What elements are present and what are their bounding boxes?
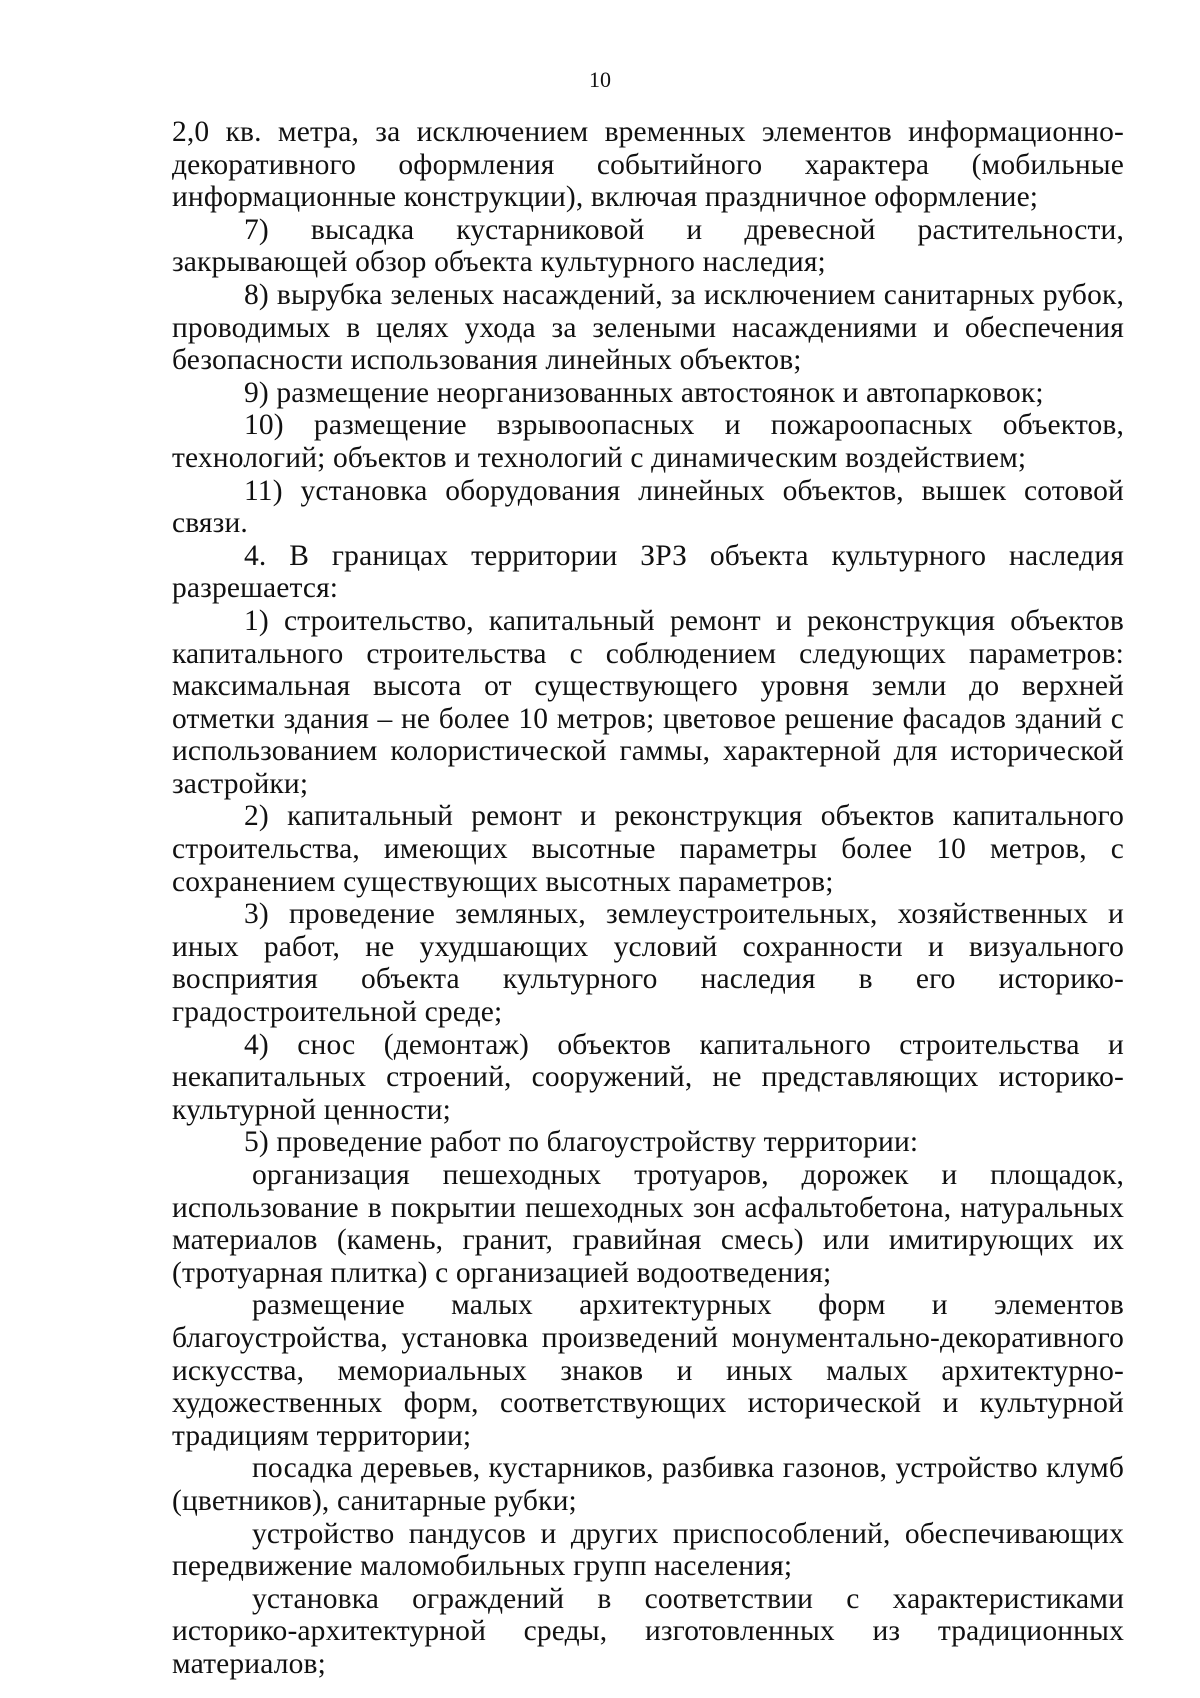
paragraph-landscaping-paths: организация пешеходных тротуаров, дорожек и площадок, использование в покрытии пешеходных зон асфальтобетона, натуральных материалов (камень, гранит, гравийная смесь) или имитирующих их (тротуарная плитка) с организацией водоотведения; (172, 1159, 1124, 1289)
page-number: 10 (589, 67, 611, 92)
paragraph-section-4: 4. В границах территории ЗРЗ объекта культурного наследия разрешается: (172, 539, 1124, 605)
paragraph-continuation: 2,0 кв. метра, за исключением временных элементов информационно-декоративного оформления событийного характера (мобильные информационные конструкции), включая праздничное оформление; (172, 116, 1124, 214)
paragraph-item-8: 8) вырубка зеленых насаждений, за исключением санитарных рубок, проводимых в целях ухода за зелеными насаждениями и обеспечения безопасности использования линейных объектов; (172, 278, 1124, 377)
paragraph-landscaping-fences: установка ограждений в соответствии с характеристиками историко-архитектурной среды, изготовленных из традиционных материалов; (172, 1582, 1124, 1680)
paragraph-allowed-4: 4) снос (демонтаж) объектов капитального строительства и некапитальных строений, сооружений, не представляющих историко-культурной ценности; (172, 1028, 1124, 1126)
paragraph-landscaping-planting: посадка деревьев, кустарников, разбивка газонов, устройство клумб (цветников), санитарные рубки; (172, 1452, 1124, 1517)
paragraph-allowed-2: 2) капитальный ремонт и реконструкция объектов капитального строительства, имеющих высотные параметры более 10 метров, с сохранением существующих высотных параметров; (172, 800, 1124, 898)
paragraph-item-9: 9) размещение неорганизованных автостоянок и автопарковок; (244, 376, 1044, 409)
paragraph-item-11: 11) установка оборудования линейных объектов, вышек сотовой связи. (172, 474, 1124, 540)
paragraph-landscaping-forms: размещение малых архитектурных форм и элементов благоустройства, установка произведений монументально-декоративного искусства, мемориальных знаков и иных малых архитектурно-художественных форм, соответствующих исторической и культурной традициям территории; (172, 1289, 1124, 1452)
paragraph-item-7: 7) высадка кустарниковой и древесной растительности, закрывающей обзор объекта культурного наследия; (172, 213, 1124, 279)
paragraph-allowed-3: 3) проведение земляных, землеустроительных, хозяйственных и иных работ, не ухудшающих условий сохранности и визуального восприятия объекта культурного наследия в его историко-градостроительной среде; (172, 898, 1124, 1029)
document-body (172, 116, 1124, 1681)
paragraph-allowed-1: 1) строительство, капитальный ремонт и реконструкция объектов капитального строительства с соблюдением следующих параметров: максимальная высота от существующего уровня земли до верхней отметки здания – не более 10 метров; цветовое решение фасадов зданий с использованием колористической гаммы, характерной для исторической застройки; (172, 604, 1124, 800)
paragraph-landscaping-ramps: устройство пандусов и других приспособлений, обеспечивающих передвижение маломобильных групп населения; (172, 1517, 1124, 1583)
paragraph-item-10: 10) размещение взрывоопасных и пожароопасных объектов, технологий; объектов и технологий с динамическим воздействием; (172, 409, 1124, 474)
paragraph-allowed-5: 5) проведение работ по благоустройству территории: (244, 1126, 919, 1159)
